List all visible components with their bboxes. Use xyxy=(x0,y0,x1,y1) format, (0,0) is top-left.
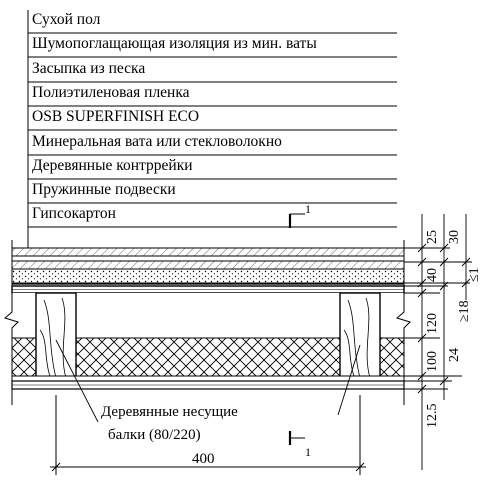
section-mark-bottom-label: 1 xyxy=(305,445,311,459)
layer-label-mineral-wool: Минеральная вата или стекловолокно xyxy=(32,133,282,150)
dimension-40: 40 xyxy=(425,268,440,282)
dimension-le1: ≤1 xyxy=(467,267,482,282)
section-mark-bottom xyxy=(290,431,305,445)
layer-label-sand-fill: Засыпка из песка xyxy=(32,60,146,77)
dimension-100: 100 xyxy=(425,351,440,372)
layer-label-drywall: Гипсокартон xyxy=(32,205,116,222)
section-mark-top xyxy=(290,214,305,228)
dimension-spacing-value: 400 xyxy=(192,451,215,467)
dimension-chain xyxy=(404,214,472,470)
dimension-ge18: ≥18 xyxy=(457,300,472,322)
dimension-120: 120 xyxy=(425,313,440,334)
dimension-25: 25 xyxy=(425,230,440,244)
dimension-12-5: 12.5 xyxy=(425,403,440,428)
beams-note-line1: Деревянные несущие xyxy=(101,404,238,420)
dimension-24: 24 xyxy=(447,348,462,362)
beams-note-line2: балки (80/220) xyxy=(108,427,201,443)
section-mark-top-label: 1 xyxy=(305,202,311,216)
dimension-30: 30 xyxy=(447,230,462,244)
layer-label-counter-battens: Деревянные контррейки xyxy=(32,157,193,174)
layer-label-dry-floor: Сухой пол xyxy=(32,11,101,28)
layer-label-soundproofing: Шумопоглащающая изоляция из мин. ваты xyxy=(32,35,317,52)
layer-label-spring-hangers: Пружинные подвески xyxy=(32,181,176,198)
beam-right xyxy=(340,293,380,381)
layer-label-osb: OSB SUPERFINISH ECO xyxy=(32,108,200,125)
layer-label-polyethylene: Полиэтиленовая пленка xyxy=(32,84,190,101)
